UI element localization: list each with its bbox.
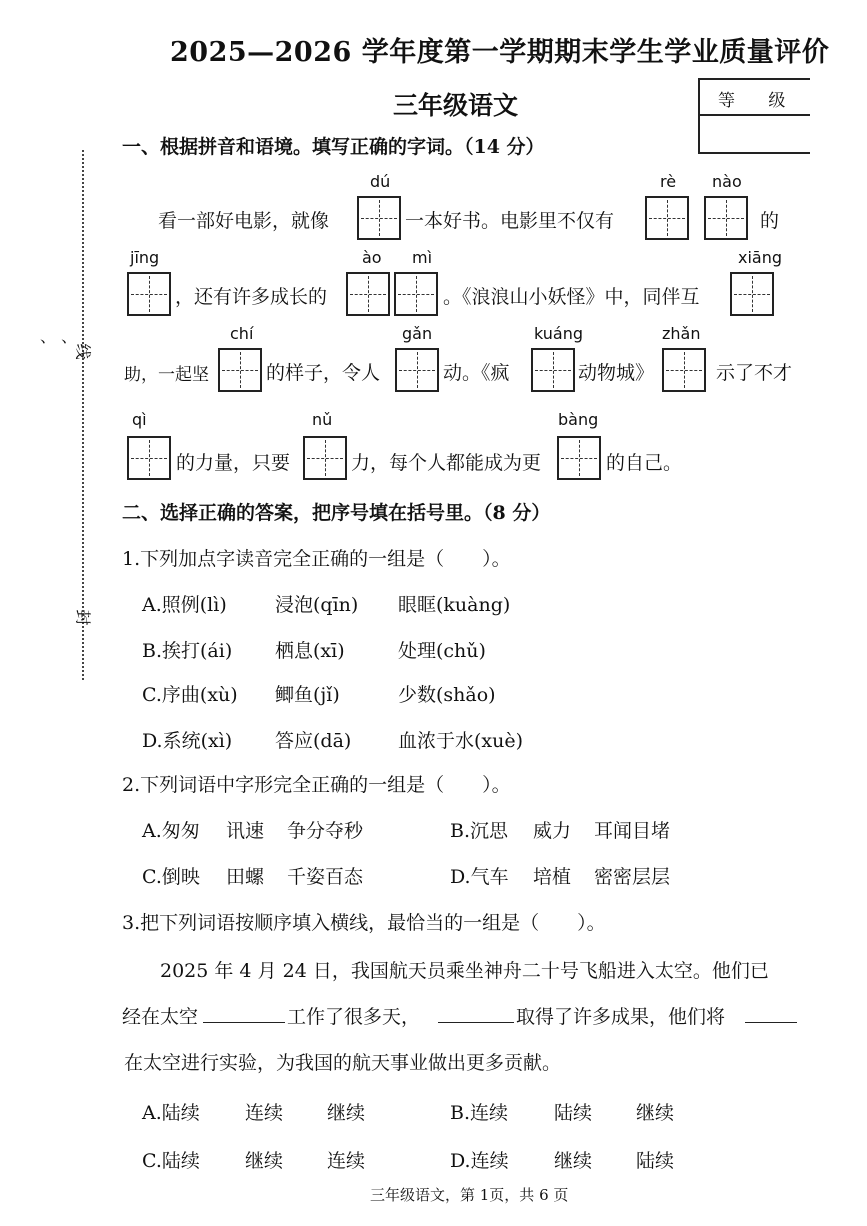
binding-dotted-line	[82, 150, 84, 680]
q1-option-b-2: 栖息(xī)	[275, 640, 345, 662]
pinyin-chi: chí	[230, 324, 254, 343]
s1-line3-e: 示了不才	[716, 362, 793, 384]
pinyin-bang: bàng	[558, 410, 599, 429]
q2-option-c-3: 千姿百态	[287, 866, 364, 888]
q3-option-a-1: A.陆续	[142, 1102, 200, 1124]
q1-option-b-1: B.挨打(ái)	[142, 640, 233, 662]
q1-option-d-1: D.系统(xì)	[142, 730, 233, 752]
q2-option-a-2: 讯速	[226, 820, 265, 842]
q3-para1: 2025 年 4 月 24 日，我国航天员乘坐神舟二十号飞船进入太空。他们已	[160, 960, 769, 982]
tianzi-box-xiang[interactable]	[730, 272, 774, 316]
q1-option-c-3: 少数(shǎo)	[398, 684, 496, 706]
q1-option-d-2: 答应(dā)	[275, 730, 352, 752]
pinyin-nao: nào	[712, 172, 742, 191]
tianzi-box-du[interactable]	[357, 196, 401, 240]
binding-seal-char: 封	[73, 609, 93, 626]
pinyin-re: rè	[660, 172, 677, 191]
s1-line1-b: 一本好书。电影里不仅有	[405, 210, 615, 232]
q2-option-b-3: 耳闻目堵	[594, 820, 671, 842]
grade-box	[698, 78, 810, 154]
q1-option-a-3: 眼眶(kuàng)	[398, 594, 511, 616]
q3-option-c-3: 连续	[327, 1150, 366, 1172]
s1-line3-c: 动。《疯	[443, 362, 510, 384]
pinyin-du: dú	[370, 172, 391, 191]
tianzi-box-nao[interactable]	[704, 196, 748, 240]
s1-line1-c: 的	[760, 210, 780, 232]
q2-option-b-2: 威力	[533, 820, 572, 842]
q3-option-a-3: 继续	[327, 1102, 366, 1124]
q1-option-c-1: C.序曲(xù)	[142, 684, 238, 706]
s1-line2-b: 。《浪浪山小妖怪》中，同伴互	[443, 286, 700, 308]
q3-stem: 3.把下列词语按顺序填入横线，最恰当的一组是（ ）。	[122, 912, 606, 934]
q3-para2b: 工作了很多天，	[287, 1006, 421, 1028]
section1-heading: 一、根据拼音和语境。填写正确的字词。（14 分）	[122, 136, 545, 158]
q2-option-d-3: 密密层层	[594, 866, 671, 888]
tianzi-box-jing[interactable]	[127, 272, 171, 316]
q3-para3: 在太空进行实验，为我国的航天事业做出更多贡献。	[124, 1052, 562, 1074]
s1-line3-a: 助，一起坚	[124, 365, 209, 385]
pinyin-nu: nǔ	[312, 410, 333, 429]
q3-option-a-2: 连续	[245, 1102, 284, 1124]
q1-option-d-3: 血浓于水(xuè)	[398, 730, 524, 752]
q3-option-b-1: B.连续	[450, 1102, 509, 1124]
q3-option-c-1: C.陆续	[142, 1150, 200, 1172]
section2-heading: 二、选择正确的答案，把序号填在括号里。（8 分）	[122, 502, 551, 524]
pinyin-zhan: zhǎn	[662, 324, 701, 343]
q3-option-b-2: 陆续	[554, 1102, 593, 1124]
q2-option-a-3: 争分夺秒	[287, 820, 364, 842]
pinyin-xiang: xiāng	[738, 248, 783, 267]
tianzi-box-zhan[interactable]	[662, 348, 706, 392]
q3-para2a: 经在太空	[122, 1006, 199, 1028]
pinyin-kuang: kuáng	[534, 324, 584, 343]
q1-option-a-1: A.照例(lì)	[142, 594, 227, 616]
q2-option-c-2: 田螺	[226, 866, 265, 888]
pinyin-gan: gǎn	[402, 324, 433, 343]
q2-option-b-1: B.沉思	[450, 820, 509, 842]
pinyin-qi: qì	[132, 410, 147, 429]
s1-line2-a: ，还有许多成长的	[175, 286, 328, 308]
tianzi-box-ao[interactable]	[346, 272, 390, 316]
q3-option-d-2: 继续	[554, 1150, 593, 1172]
q3-blank-1[interactable]	[203, 1004, 285, 1023]
tianzi-box-bang[interactable]	[557, 436, 601, 480]
q2-option-d-2: 培植	[533, 866, 572, 888]
q1-option-a-2: 浸泡(qīn)	[275, 594, 359, 616]
q3-para2c: 取得了许多成果，他们将	[516, 1006, 726, 1028]
s1-line3-b: 的样子，令人	[266, 362, 381, 384]
q3-option-d-3: 陆续	[636, 1150, 675, 1172]
grade-divider	[700, 114, 810, 116]
q3-option-b-3: 继续	[636, 1102, 675, 1124]
page-subtitle: 三年级语文	[393, 91, 519, 120]
s1-line4-a: 的力量，只要	[176, 452, 291, 474]
q2-stem: 2.下列词语中字形完全正确的一组是（ ）。	[122, 774, 511, 796]
q3-blank-2[interactable]	[438, 1004, 514, 1023]
pinyin-ao: ào	[362, 248, 382, 267]
pinyin-mi: mì	[412, 248, 433, 267]
q3-blank-3[interactable]	[745, 1004, 797, 1023]
q1-option-b-3: 处理(chǔ)	[398, 640, 486, 662]
s1-line4-b: 力，每个人都能成为更	[351, 452, 542, 474]
q3-option-c-2: 继续	[245, 1150, 284, 1172]
q1-stem: 1.下列加点字读音完全正确的一组是（ ）。	[122, 548, 511, 570]
page-footer: 三年级语文，第 1页，共 6 页	[370, 1186, 569, 1204]
s1-line3-d: 动物城》	[578, 362, 655, 384]
q2-option-a-1: A.匆匆	[142, 820, 200, 842]
tianzi-box-mi[interactable]	[394, 272, 438, 316]
q3-option-d-1: D.连续	[450, 1150, 509, 1172]
binding-line-char: 线	[73, 343, 93, 360]
tianzi-box-kuang[interactable]	[531, 348, 575, 392]
tianzi-box-chi[interactable]	[218, 348, 262, 392]
q2-option-d-1: D.气车	[450, 866, 509, 888]
s1-line4-c: 的自己。	[606, 452, 683, 474]
tianzi-box-nu[interactable]	[303, 436, 347, 480]
q1-option-c-2: 鲫鱼(jǐ)	[275, 684, 340, 706]
tianzi-box-qi[interactable]	[127, 436, 171, 480]
binding-marks: 、 、	[40, 327, 78, 346]
page-title: 2025—2026 学年度第一学期期末学生学业质量评价	[170, 37, 830, 68]
tianzi-box-re[interactable]	[645, 196, 689, 240]
s1-line1-a: 看一部好电影，就像	[158, 210, 330, 232]
tianzi-box-gan[interactable]	[395, 348, 439, 392]
q2-option-c-1: C.倒映	[142, 866, 200, 888]
pinyin-jing: jīng	[130, 248, 160, 267]
grade-label: 等 级	[718, 91, 800, 111]
